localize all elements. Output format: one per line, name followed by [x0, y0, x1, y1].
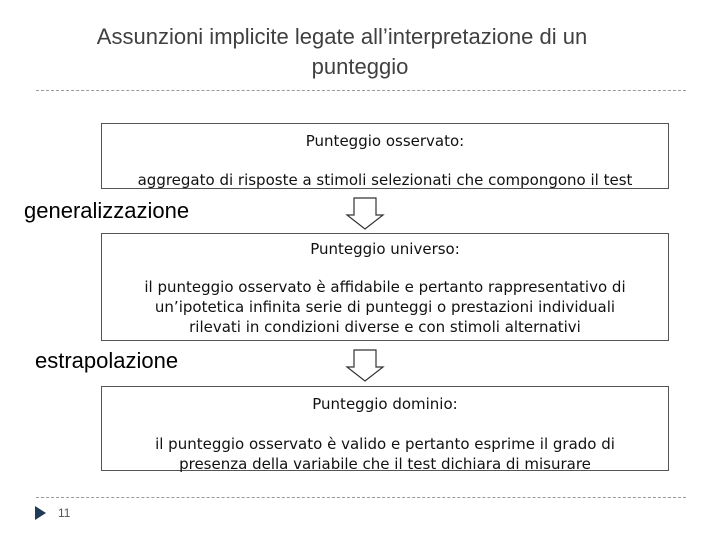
slide-title-line-1: Assunzioni implicite legate all’interpretazione di un	[96, 24, 588, 49]
down-arrow-icon	[345, 349, 385, 383]
domain-score-line-2: presenza della variabile che il test dichiara di misurare	[179, 455, 591, 473]
slide-title	[40, 22, 680, 82]
label-extrapolation: estrapolazione	[35, 348, 179, 373]
domain-score-heading: Punteggio dominio:	[312, 395, 458, 413]
universe-score-line-3: rilevati in condizioni diverse e con stimoli alternativi	[189, 318, 581, 336]
box-observed-score	[101, 123, 669, 189]
observed-score-heading: Punteggio osservato:	[305, 132, 465, 150]
down-arrow-icon	[345, 197, 385, 231]
domain-score-line-1: il punteggio osservato è valido e pertanto esprime il grado di	[155, 435, 615, 453]
universe-score-line-2: un’ipotetica infinita serie di punteggi o prestazioni individuali	[154, 298, 616, 316]
bottom-divider	[36, 497, 686, 498]
label-generalization: generalizzazione	[24, 198, 190, 223]
triangle-bullet-icon	[34, 505, 48, 521]
page-number: 11	[58, 506, 71, 520]
box-universe-score	[101, 233, 669, 341]
universe-score-line-1: il punteggio osservato è affidabile e pertanto rappresentativo di	[144, 278, 626, 296]
universe-score-text	[102, 277, 668, 337]
slide-title-line-2: punteggio	[311, 54, 409, 79]
observed-score-text: aggregato di risposte a stimoli selezionati che compongono il test	[137, 171, 633, 189]
universe-score-heading: Punteggio universo:	[310, 240, 460, 258]
box-domain-score	[101, 386, 669, 471]
top-divider	[36, 90, 686, 91]
domain-score-text	[102, 434, 668, 474]
